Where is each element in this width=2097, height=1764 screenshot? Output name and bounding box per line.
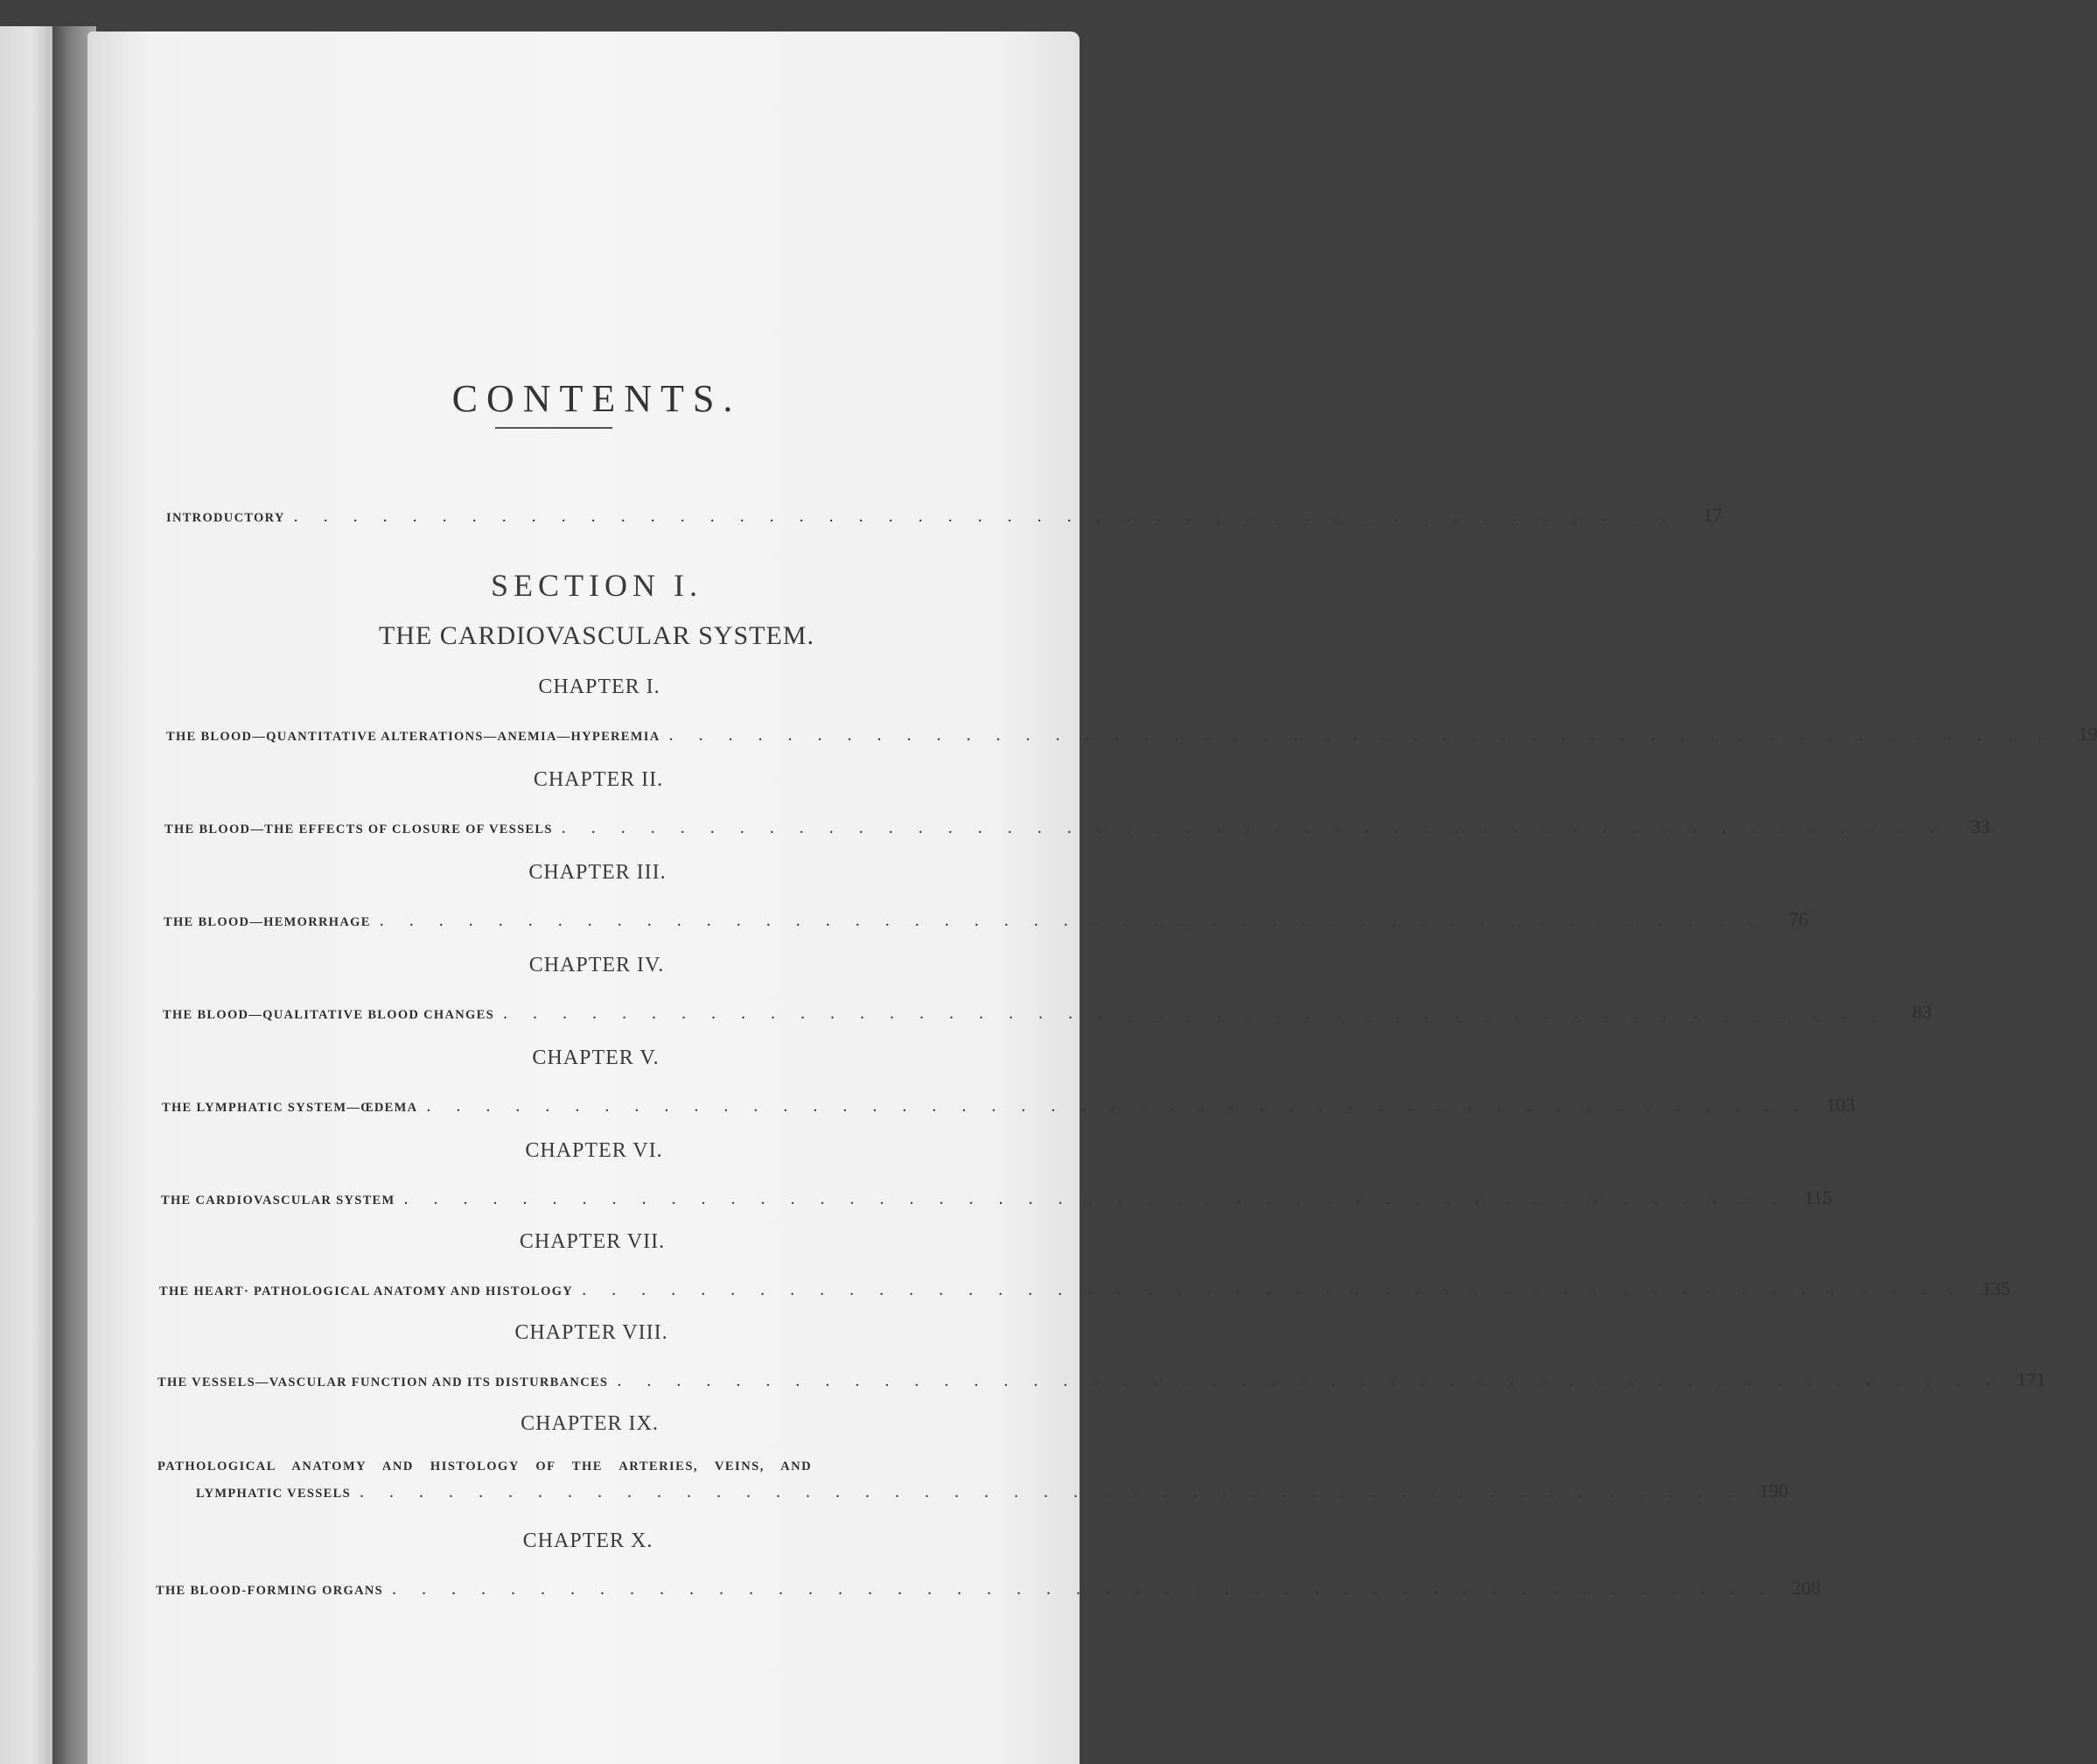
toc-page-number: 17 bbox=[1702, 504, 1723, 526]
toc-page-number: 33 bbox=[1970, 816, 1990, 837]
toc-page-number: 208 bbox=[1792, 1577, 1821, 1599]
leader-dots: . . . . . . . . . . . . . . . . . . . . . . . . . . . . . . . . . . . . . . . . . . . . . . . bbox=[359, 1482, 1743, 1502]
chapter-heading: CHAPTER VII. bbox=[519, 1230, 666, 1253]
leader-dots: . . . . . . . . . . . . . . . . . . . . . . . . . . . . . . . . . . . . . . . . . . . . . . . bbox=[561, 818, 1945, 837]
chapter-heading: CHAPTER X. bbox=[522, 1530, 654, 1552]
leader-dots: . . . . . . . . . . . . . . . . . . . . . . . . . . . . . . . . . . . . . . . . . . . . . . . bbox=[426, 1096, 1810, 1116]
toc-entry-title: THE LYMPHATIC SYSTEM—ŒDEMA bbox=[162, 1101, 418, 1115]
chapter-heading: CHAPTER IV. bbox=[528, 954, 665, 976]
facing-page-edge bbox=[0, 26, 54, 1764]
title-rule bbox=[495, 427, 612, 429]
contents-page bbox=[87, 32, 2097, 1764]
toc-page-number: 135 bbox=[1982, 1278, 2011, 1299]
leader-dots: . . . . . . . . . . . . . . . . . . . . . . . . . . . . . . . . . . . . . . . . . . . . . . . bbox=[403, 1189, 1787, 1208]
toc-entry-title-line2: LYMPHATIC VESSELS bbox=[196, 1487, 351, 1501]
chapter-heading: CHAPTER II. bbox=[533, 768, 664, 791]
leader-dots: . . . . . . . . . . . . . . . . . . . . . . . . . . . . . . . . . . . . . . . . . . . . . . . bbox=[617, 1371, 2001, 1390]
toc-entry-chapter-4[interactable] bbox=[163, 1001, 1932, 1024]
toc-page-number: 190 bbox=[1758, 1480, 1788, 1502]
leader-dots: . . . . . . . . . . . . . . . . . . . . . . . . . . . . . . . . . . . . . . . . . . . . . . . bbox=[379, 911, 1763, 930]
chapter-heading: CHAPTER III. bbox=[528, 861, 667, 884]
leader-dots: . . . . . . . . . . . . . . . . . . . . . . . . . . . . . . . . . . . . . . . . . . . . . . . bbox=[668, 725, 2052, 745]
toc-page-number: 115 bbox=[1804, 1186, 1833, 1208]
toc-entry-chapter-6[interactable] bbox=[161, 1186, 1833, 1209]
system-heading: THE CARDIOVASCULAR SYSTEM. bbox=[378, 621, 814, 650]
toc-page-number: 83 bbox=[1912, 1001, 1932, 1023]
toc-entry-title: THE HEART· PATHOLOGICAL ANATOMY AND HISTOLOGY bbox=[159, 1284, 574, 1298]
toc-entry-introductory[interactable] bbox=[166, 504, 1723, 527]
toc-entry-title: THE BLOOD—QUANTITATIVE ALTERATIONS—ANEMIA—HYPEREMIA bbox=[166, 730, 661, 744]
toc-entry-chapter-5[interactable] bbox=[162, 1094, 1856, 1116]
toc-entry-title: THE BLOOD—HEMORRHAGE bbox=[164, 915, 371, 929]
leader-dots: . . . . . . . . . . . . . . . . . . . . . . . . . . . . . . . . . . . . . . . . . . . . . . . bbox=[582, 1280, 1966, 1299]
toc-page-number: 171 bbox=[2017, 1368, 2046, 1390]
toc-entry-title-line1: PATHOLOGICAL ANATOMY AND HISTOLOGY OF THE ARTERIES, VEINS, AND bbox=[157, 1460, 813, 1474]
toc-page-number: 103 bbox=[1826, 1094, 1856, 1116]
leader-dots: . . . . . . . . . . . . . . . . . . . . . . . . . . . . . . . . . . . . . . . . . . . . . . . bbox=[293, 507, 1677, 526]
toc-entry-chapter-2[interactable] bbox=[164, 816, 1990, 838]
chapter-heading: CHAPTER IX. bbox=[521, 1412, 659, 1435]
toc-entry-chapter-1[interactable] bbox=[166, 723, 2097, 746]
toc-entry-title: THE BLOOD—QUALITATIVE BLOOD CHANGES bbox=[163, 1008, 494, 1022]
toc-entry-title: THE VESSELS—VASCULAR FUNCTION AND ITS DISTURBANCES bbox=[157, 1376, 609, 1390]
section-heading: SECTION I. bbox=[491, 568, 702, 603]
chapter-heading: CHAPTER VIII. bbox=[514, 1321, 668, 1344]
toc-entry-chapter-8[interactable] bbox=[157, 1368, 2046, 1391]
chapter-heading: CHAPTER VI. bbox=[525, 1139, 663, 1162]
toc-page-number: 19 bbox=[2078, 723, 2097, 745]
toc-entry-title: THE CARDIOVASCULAR SYSTEM bbox=[161, 1194, 395, 1208]
leader-dots: . . . . . . . . . . . . . . . . . . . . . . . . . . . . . . . . . . . . . . . . . . . . . . . bbox=[502, 1004, 1886, 1023]
toc-page-number: 76 bbox=[1788, 908, 1808, 930]
leader-dots: . . . . . . . . . . . . . . . . . . . . . . . . . . . . . . . . . . . . . . . . . . . . . . . bbox=[392, 1579, 1775, 1599]
toc-entry-chapter-3[interactable] bbox=[164, 908, 1808, 931]
toc-entry-chapter-10[interactable] bbox=[156, 1577, 1821, 1600]
chapter-heading: CHAPTER V. bbox=[532, 1046, 660, 1069]
chapter-heading: CHAPTER I. bbox=[538, 676, 661, 698]
toc-entry-chapter-7[interactable] bbox=[159, 1278, 2011, 1300]
toc-entry-title: THE BLOOD-FORMING ORGANS bbox=[156, 1584, 383, 1598]
page-title: CONTENTS. bbox=[451, 377, 742, 420]
toc-entry-chapter-9[interactable] bbox=[157, 1460, 1788, 1502]
toc-entry-title: THE BLOOD—THE EFFECTS OF CLOSURE OF VESSELS bbox=[164, 822, 553, 836]
toc-entry-title: INTRODUCTORY bbox=[166, 511, 285, 525]
